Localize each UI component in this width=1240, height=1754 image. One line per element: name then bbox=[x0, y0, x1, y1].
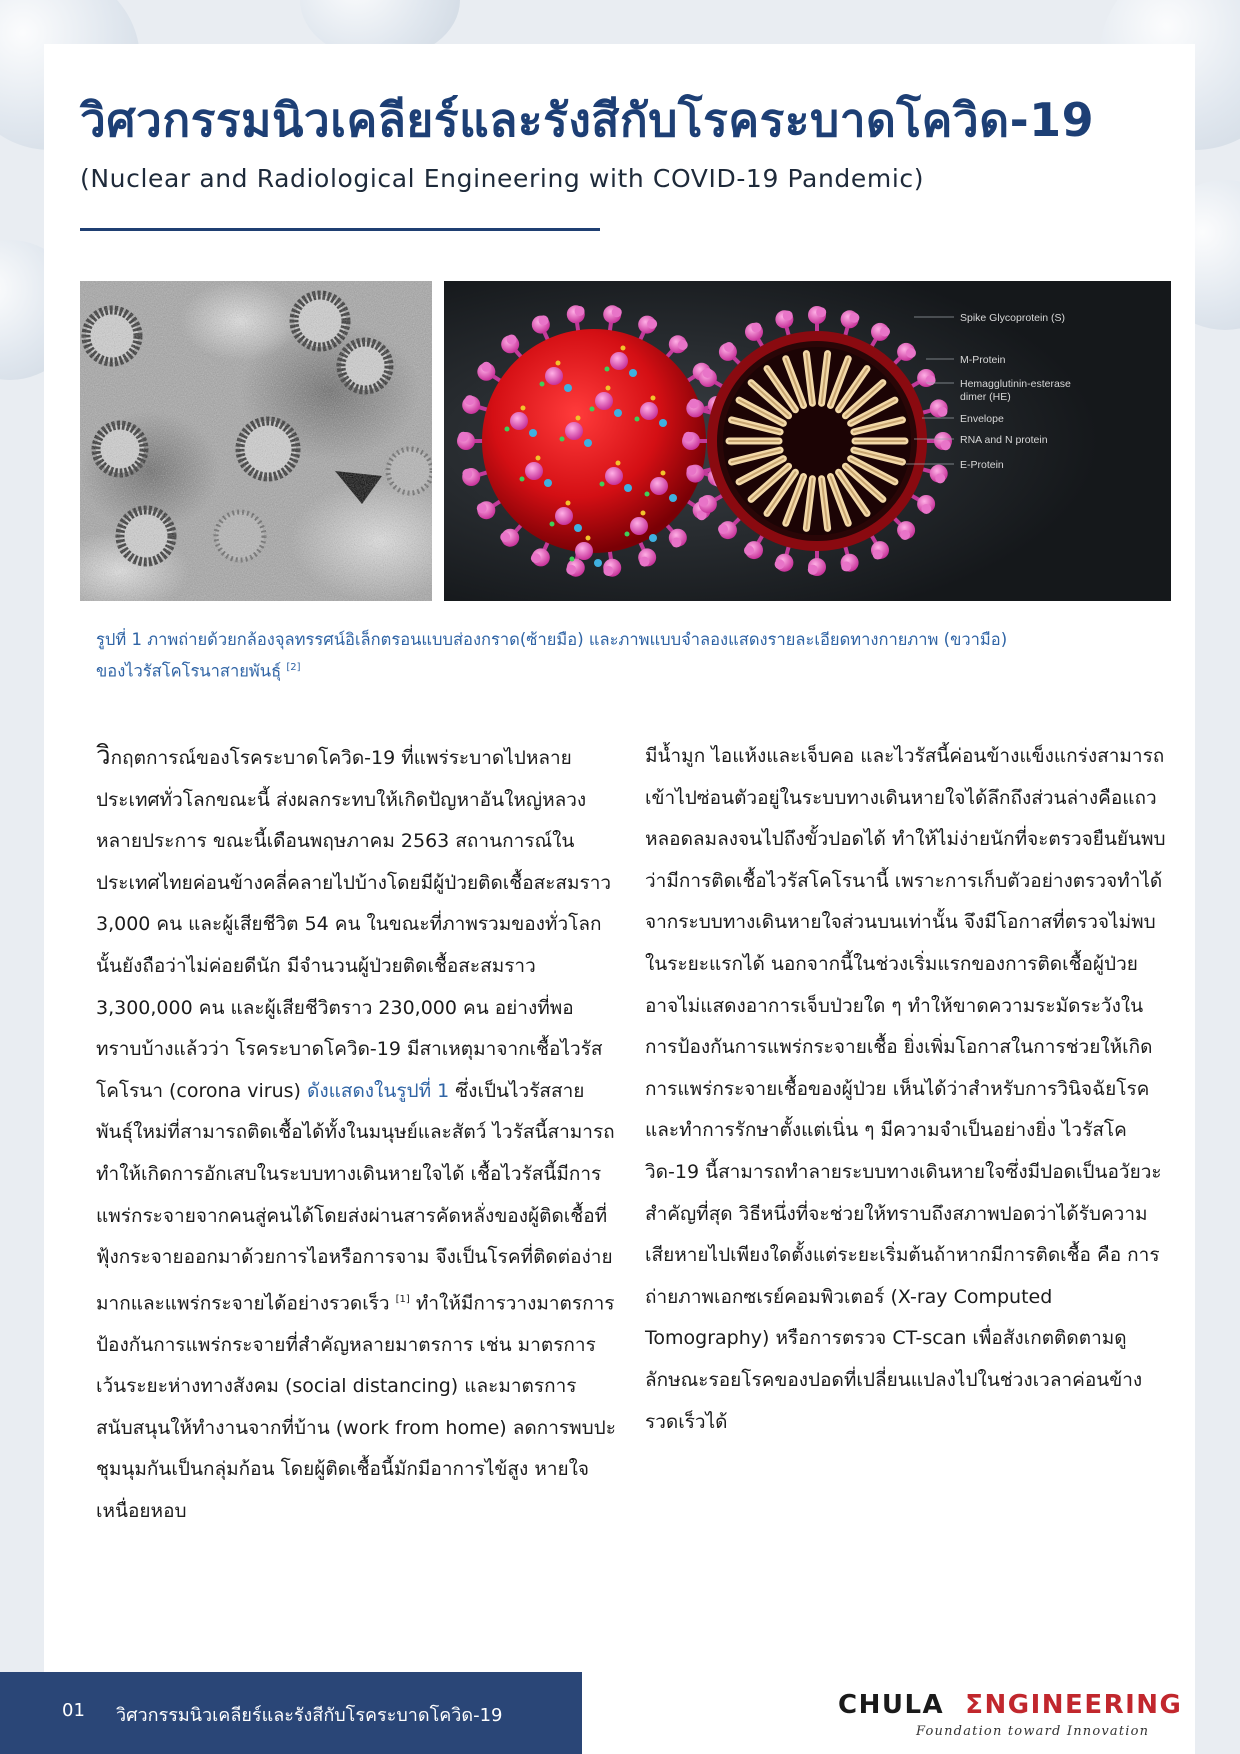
page-number: 01 bbox=[62, 1700, 85, 1721]
label-rna-n-protein: RNA and N protein bbox=[960, 434, 1048, 446]
chula-engineering-logo: CHULA ΣNGINEERING bbox=[838, 1690, 1183, 1720]
body-paragraph: วิกฤตการณ์ของโรคระบาดโควิด-19 ที่แพร่ระบาดไปหลายประเทศทั่วโลกขณะนี้ ส่งผลกระทบให้เกิดปัญหาอันใหญ่หลวงหลายประการ ขณะนี้เดือนพฤษภาคม 2563 สถานการณ์ในประเทศไทยค่อนข้างคลี่คลายไปบ้างโดยมีผู้ป่วยติดเชื้อสะสมราว 3,000 คน และผู้เสียชีวิต 54 คน ในขณะที่ภาพรวมของทั่วโลกนั้นยังถือว่าไม่ค่อยดีนัก มีจำนวนผู้ป่วยติดเชื้อสะสมราว 3,300,000 คน และผู้เสียชีวิตราว 230,000 คน อย่างที่พอทราบบ้างแล้วว่า โรคระบาดโควิด-19 มีสาเหตุมาจากเชื้อไวรัสโคโรนา (corona virus) ดังแสดงในรูปที่ 1 ซึ่งเป็นไวรัสสายพันธุ์ใหม่ที่สามารถติดเชื้อได้ทั้งในมนุษย์และสัตว์ ไวรัสนี้สามารถทำให้เกิดการอักเสบในระบบทางเดินหายใจได้ เชื้อไวรัสนี้มีการแพร่กระจายจากคนสู่คนได้โดยส่งผ่านสารคัดหลั่งของผู้ติดเชื้อที่ฟุ้งกระจายออกมาด้วยการไอหรือการจาม จึงเป็นโรคที่ติดต่อง่ายมากและแพร่กระจายได้อย่างรวดเร็ว [1] ทำให้มีการวางมาตรการป้องกันการแพร่กระจายที่สำคัญหลายมาตรการ เช่น มาตรการเว้นระยะห่างทางสังคม (social distancing) และมาตรการสนับสนุนให้ทำงานจากที่บ้าน (work from home) ลดการพบปะชุมนุมกันเป็นกลุ่มก้อน โดยผู้ติดเชื้อนี้มักมีอาการไข้สูง หายใจเหนื่อยหอบ bbox=[96, 741, 616, 1523]
body-paragraph: มีน้ำมูก ไอแห้งและเจ็บคอ และไวรัสนี้ค่อนข้างแข็งแกร่งสามารถเข้าไปซ่อนตัวอยู่ในระบบทางเดินหายใจได้ลึกถึงส่วนล่างคือแถวหลอดลมลงจนไปถึงขั้วปอดได้ ทำให้ไม่ง่ายนักที่จะตรวจยืนยันพบว่ามีการติดเชื้อไวรัสโคโรนานี้ เพราะการเก็บตัวอย่างตรวจทำได้จากระบบทางเดินหายใจส่วนบนเท่านั้น จึงมีโอกาสที่ตรวจไม่พบในระยะแรกได้ นอกจากนี้ในช่วงเริ่มแรกของการติดเชื้อผู้ป่วยอาจไม่แสดงอาการเจ็บป่วยใด ๆ ทำให้ขาดความระมัดระวังในการป้องกันการแพร่กระจายเชื้อ ยิ่งเพิ่มโอกาสในการช่วยให้เกิดการแพร่กระจายเชื้อของผู้ป่วย เห็นได้ว่าสำหรับการวินิจฉัยโรคและทำการรักษาตั้งแต่เนิ่น ๆ มีความจำเป็นอย่างยิ่ง ไวรัสโควิด-19 นี้สามารถทำลายระบบทางเดินหายใจซึ่งมีปอดเป็นอวัยวะสำคัญที่สุด วิธีหนึ่งที่จะช่วยให้ทราบถึงสภาพปอดว่าได้รับความเสียหายไปเพียงใดตั้งแต่ระยะเริ่มต้นถ้าหากมีการติดเชื้อ คือ การถ่ายภาพเอกซเรย์คอมพิวเตอร์ (X-ray Computed Tomography) หรือการตรวจ CT-scan เพื่อสังเกตติดตามดูลักษณะรอยโรคของปอดที่เปลี่ยนแปลงไปในช่วงเวลาค่อนข้างรวดเร็วได้ bbox=[645, 745, 1166, 1433]
label-m-protein: M-Protein bbox=[960, 354, 1006, 366]
figure-reference-link[interactable]: ดังแสดงในรูปที่ 1 bbox=[306, 1079, 450, 1102]
dropcap: วิ bbox=[96, 741, 111, 771]
label-he-dimer: dimer (HE) bbox=[960, 391, 1011, 403]
caption-reference: [2] bbox=[286, 662, 301, 673]
label-e-protein: E-Protein bbox=[960, 459, 1004, 471]
figure-caption bbox=[96, 626, 1171, 686]
logo-tagline: Foundation toward Innovation bbox=[916, 1724, 1150, 1739]
page-subtitle: (Nuclear and Radiological Engineering with COVID-19 Pandemic) bbox=[80, 164, 925, 193]
electron-micrograph-image bbox=[80, 281, 432, 601]
body-column-right bbox=[645, 736, 1170, 1443]
label-envelope: Envelope bbox=[960, 413, 1004, 425]
caption-line-2: ของไวรัสโคโรนาสายพันธุ์ [2] bbox=[96, 661, 301, 681]
label-hemagglutinin-esterase: Hemagglutinin-esterase bbox=[960, 378, 1071, 390]
label-spike-glycoprotein: Spike Glycoprotein (S) bbox=[960, 312, 1066, 324]
page-title: วิศวกรรมนิวเคลียร์และรังสีกับโรคระบาดโควิด-19 bbox=[80, 93, 1095, 147]
citation-1: [1] bbox=[395, 1293, 410, 1305]
body-column-left bbox=[96, 736, 616, 1533]
coronavirus-model-image bbox=[444, 281, 1171, 601]
title-underline bbox=[80, 228, 600, 231]
caption-line-1: รูปที่ 1 ภาพถ่ายด้วยกล้องจุลทรรศน์อิเล็กตรอนแบบส่องกราด(ซ้ายมือ) และภาพแบบจำลองแสดงรายละเอียดทางกายภาพ (ขวามือ) bbox=[96, 630, 1008, 649]
footer-running-title: วิศวกรรมนิวเคลียร์และรังสีกับโรคระบาดโควิด-19 bbox=[116, 1705, 503, 1726]
